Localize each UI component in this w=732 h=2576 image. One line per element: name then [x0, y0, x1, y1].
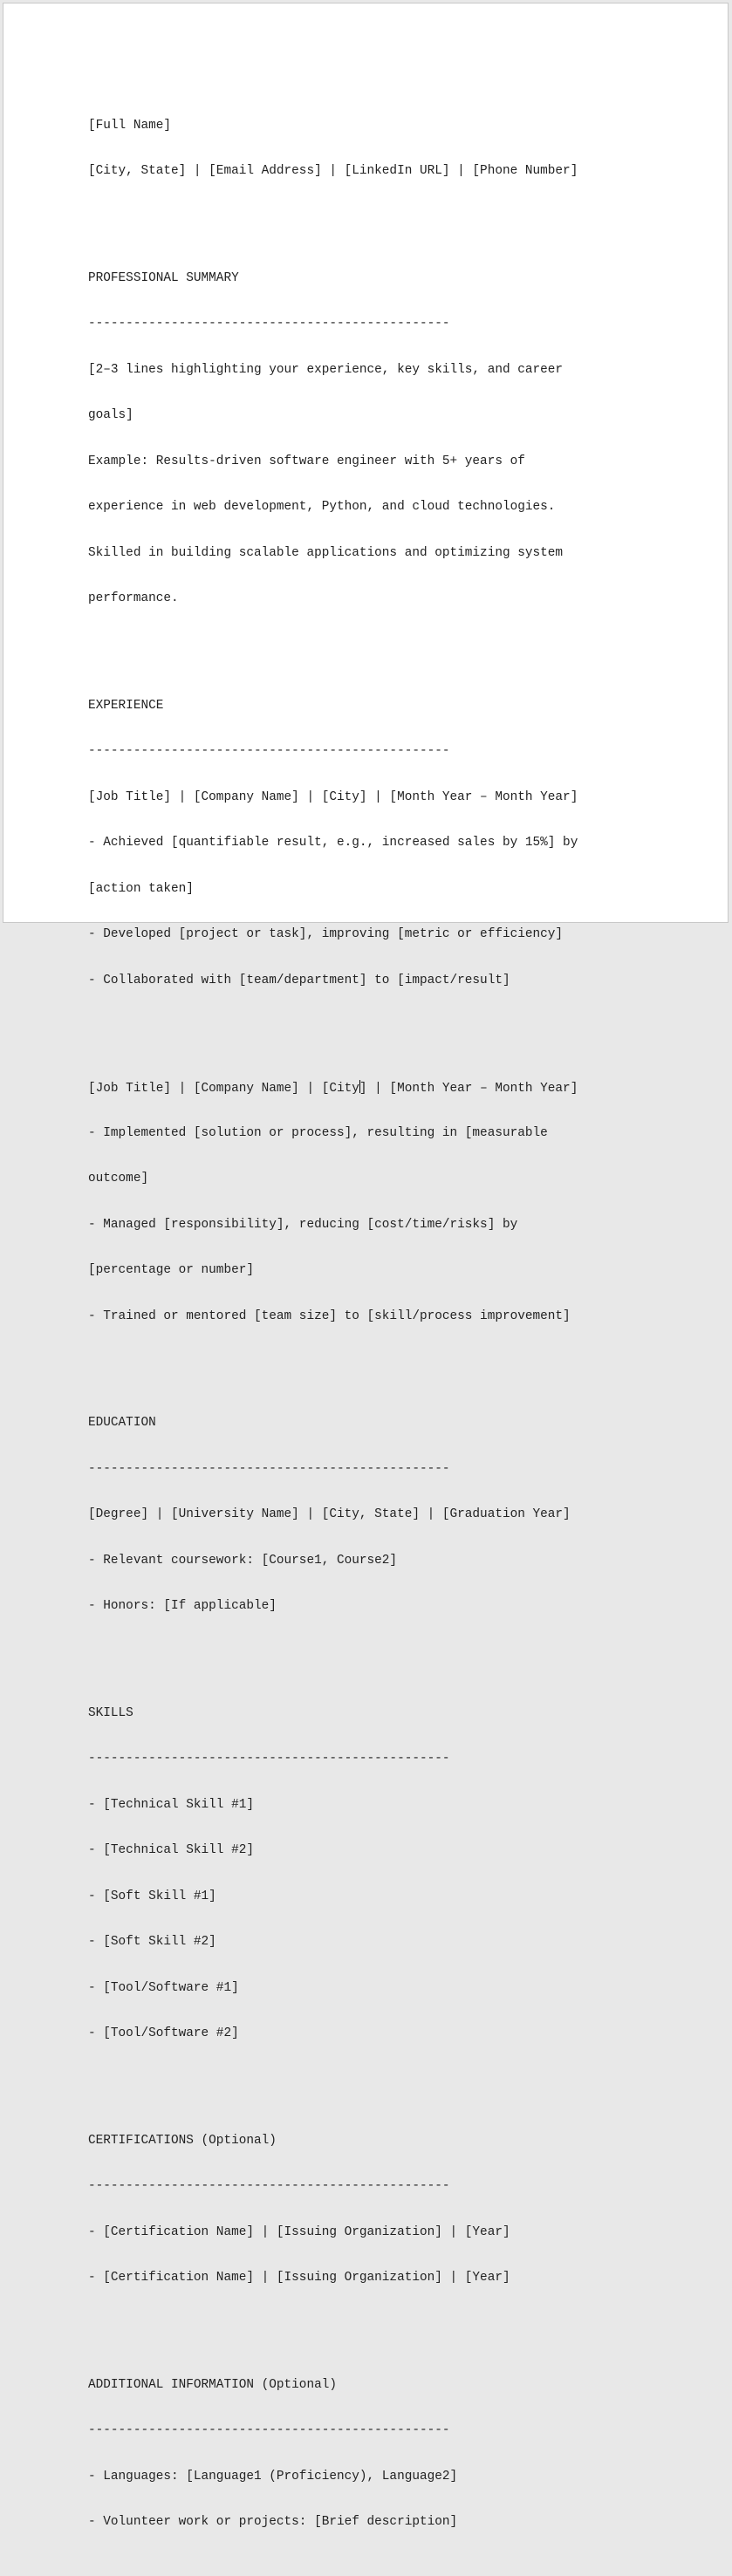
blank-line[interactable]: [88, 2073, 646, 2088]
job1-title-line[interactable]: [Job Title] | [Company Name] | [City] | [Month Year – Month Year]: [88, 789, 578, 804]
education-line[interactable]: - Relevant coursework: [Course1, Course2]: [88, 1553, 398, 1568]
job2-title-line[interactable]: [88, 1080, 646, 1096]
skill-item[interactable]: - [Soft Skill #2]: [88, 1935, 216, 1949]
experience-divider[interactable]: ------------------------------------------------: [88, 744, 450, 758]
blank-line[interactable]: [88, 1645, 646, 1661]
job1-bullet[interactable]: - Collaborated with [team/department] to [impact/result]: [88, 973, 510, 987]
job1-bullet[interactable]: - Developed [project or task], improving [metric or efficiency]: [88, 927, 564, 941]
certifications-divider[interactable]: ------------------------------------------------: [88, 2179, 450, 2193]
blank-line[interactable]: [88, 638, 646, 653]
blank-line[interactable]: [88, 2317, 646, 2333]
job2-bullet[interactable]: [percentage or number]: [88, 1263, 254, 1277]
blank-line[interactable]: [88, 1019, 646, 1035]
additional-heading[interactable]: ADDITIONAL INFORMATION (Optional): [88, 2377, 337, 2392]
additional-item[interactable]: - Languages: [Language1 (Proficiency), Language2]: [88, 2469, 458, 2484]
certifications-heading[interactable]: CERTIFICATIONS (Optional): [88, 2133, 277, 2148]
skills-heading[interactable]: SKILLS: [88, 1705, 133, 1720]
job2-bullet[interactable]: - Managed [responsibility], reducing [cost/time/risks] by: [88, 1217, 518, 1232]
summary-line[interactable]: Example: Results-driven software engineer with 5+ years of: [88, 454, 525, 468]
skill-item[interactable]: - [Tool/Software #1]: [88, 1980, 239, 1995]
education-line[interactable]: [Degree] | [University Name] | [City, State] | [Graduation Year]: [88, 1507, 571, 1521]
summary-line[interactable]: experience in web development, Python, and cloud technologies.: [88, 500, 556, 514]
skills-divider[interactable]: ------------------------------------------------: [88, 1752, 450, 1766]
summary-divider[interactable]: ------------------------------------------------: [88, 317, 450, 331]
document-text-area[interactable]: [88, 72, 646, 2576]
summary-line[interactable]: goals]: [88, 408, 133, 422]
skill-item[interactable]: - [Technical Skill #2]: [88, 1843, 254, 1857]
blank-line[interactable]: [88, 1355, 646, 1370]
full-name-line[interactable]: [Full Name]: [88, 118, 171, 133]
job2-bullet[interactable]: - Trained or mentored [team size] to [skill/process improvement]: [88, 1308, 571, 1323]
summary-line[interactable]: performance.: [88, 591, 179, 605]
education-divider[interactable]: ------------------------------------------------: [88, 1461, 450, 1476]
experience-heading[interactable]: EXPERIENCE: [88, 698, 164, 713]
job2-title-before-cursor: [Job Title] | [Company Name] | [City: [88, 1082, 359, 1096]
certification-item[interactable]: - [Certification Name] | [Issuing Organization] | [Year]: [88, 2271, 510, 2285]
job1-bullet[interactable]: - Achieved [quantifiable result, e.g., increased sales by 15%] by: [88, 836, 578, 850]
job1-bullet[interactable]: [action taken]: [88, 881, 194, 896]
education-heading[interactable]: EDUCATION: [88, 1416, 156, 1430]
job2-bullet[interactable]: outcome]: [88, 1172, 149, 1186]
blank-line[interactable]: [88, 210, 646, 226]
summary-line[interactable]: [2–3 lines highlighting your experience, key skills, and career: [88, 362, 564, 377]
summary-line[interactable]: Skilled in building scalable applications and optimizing system: [88, 545, 564, 560]
skill-item[interactable]: - [Technical Skill #1]: [88, 1797, 254, 1812]
job2-bullet[interactable]: - Implemented [solution or process], resulting in [measurable: [88, 1125, 548, 1140]
contact-line[interactable]: [City, State] | [Email Address] | [LinkedIn URL] | [Phone Number]: [88, 164, 578, 178]
additional-divider[interactable]: ------------------------------------------------: [88, 2423, 450, 2437]
skill-item[interactable]: - [Soft Skill #1]: [88, 1889, 216, 1903]
education-line[interactable]: - Honors: [If applicable]: [88, 1599, 277, 1613]
job2-title-after-cursor: ] | [Month Year – Month Year]: [359, 1082, 578, 1096]
additional-item[interactable]: - Volunteer work or projects: [Brief description]: [88, 2515, 458, 2529]
document-page[interactable]: [3, 3, 729, 2529]
summary-heading[interactable]: PROFESSIONAL SUMMARY: [88, 270, 239, 285]
certification-item[interactable]: - [Certification Name] | [Issuing Organization] | [Year]: [88, 2224, 510, 2239]
skill-item[interactable]: - [Tool/Software #2]: [88, 2026, 239, 2040]
